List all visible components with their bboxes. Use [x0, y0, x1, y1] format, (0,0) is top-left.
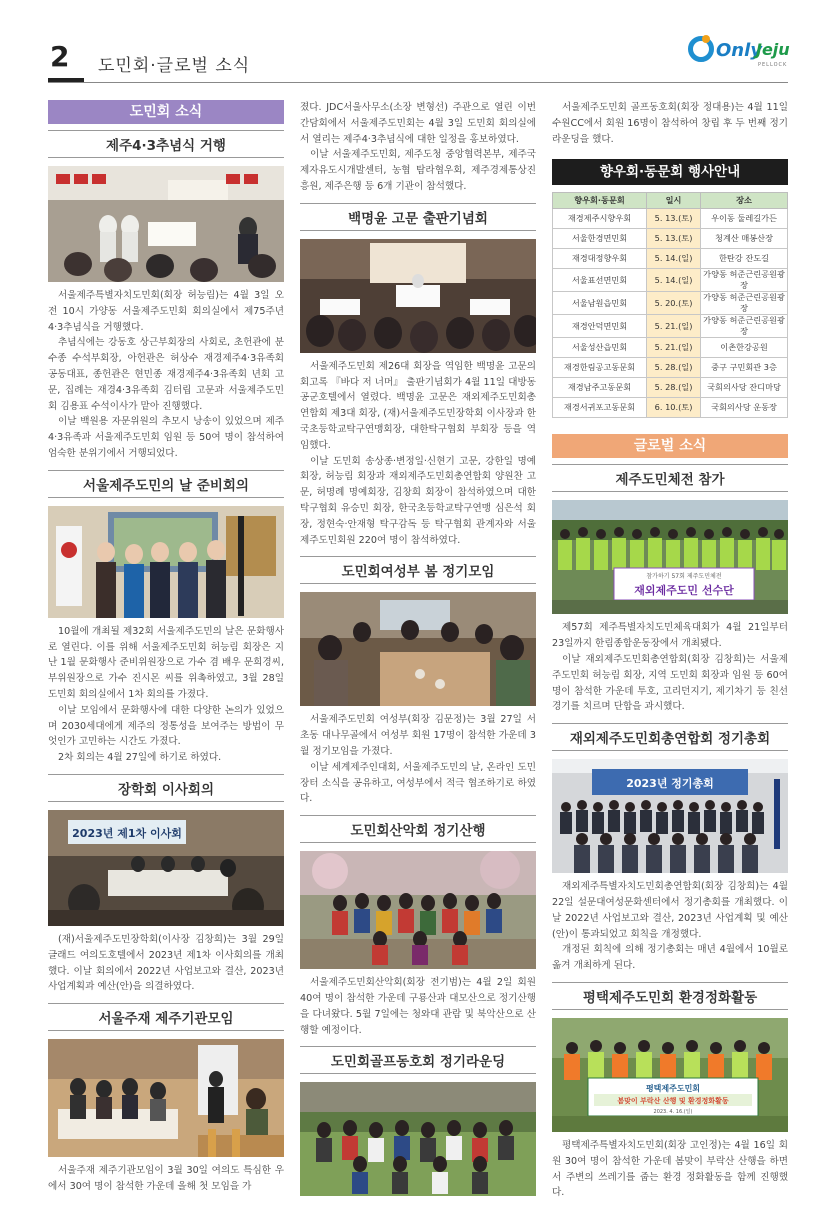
article-body-sports-festival [552, 620, 788, 715]
paragraph: 서울제주도민회 여성부(회장 김문정)는 3월 27일 서초동 대나무골에서 여성부 회원 17명이 참석한 가운데 3월 정기모임을 가졌다. [300, 714, 536, 757]
event-place: 가양동 허준근린공원광장 [701, 269, 788, 292]
event-date: 5. 14.(일) [647, 269, 701, 292]
events-header-org: 향우회·동문회 [553, 193, 647, 209]
event-date: 5. 20.(토) [647, 292, 701, 315]
event-date: 5. 21.(일) [647, 338, 701, 358]
event-place: 국회의사당 운동장 [701, 398, 788, 418]
photo-sports-festival [552, 500, 788, 614]
article-title-cleanup: 평택제주도민회 환경정화활동 [552, 982, 788, 1010]
photo-jeju-agencies [48, 1039, 284, 1157]
event-place: 우이동 둘레길가든 [701, 209, 788, 229]
paragraph: 서울주재 제주기관모임이 3월 30일 여의도 특심한 우에서 30여 명이 참석한 가운데 올해 첫 모임을 가 [48, 1165, 284, 1192]
events-table-header-row [553, 193, 788, 209]
events-header-place: 장소 [701, 193, 788, 209]
event-org: 재경서귀포고동문회 [553, 398, 647, 418]
paragraph: 이날 모임에서 문화행사에 대한 다양한 논의가 있었으며 2030세대에게 제주의 정통성을 보여주는 방법이 무엇인가 고민하는 시간도 가졌다. [48, 704, 284, 748]
column-3 [552, 100, 788, 1201]
scholarship-banner-text: 2023년 제1차 이사회 [72, 826, 182, 840]
event-org: 재경대정향우회 [553, 249, 647, 269]
paragraph: 개정된 회칙에 의해 정기총회는 매년 4월에서 10월로 옮겨 개최하게 된다. [552, 944, 788, 972]
article-title-43: 제주4·3추념식 거행 [48, 130, 284, 158]
paragraph: 제57회 제주특별자치도민체육대회가 4월 21일부터 23일까지 한림종합운동장에서 개최됐다. [552, 622, 788, 650]
event-org: 재경제주시향우회 [553, 209, 647, 229]
article-body-domin-day [48, 624, 284, 766]
event-place: 국회의사당 잔디마당 [701, 378, 788, 398]
paragraph: 서울제주도민회 제26대 회장을 역임한 백명윤 고문의 회고록 『바다 저 너머』 출판기념회가 4월 11일 대방동 공군호텔에서 열렸다. 백명윤 고문은 재외제주도민회총연합회 제3대 회장, (재)서울제주도민장학회 이사장과 한국초등학교탁구연맹회장, 대한탁구협회 부회장 등을 역임했다. [300, 360, 536, 451]
article-body-golf [552, 100, 788, 147]
logo-sub-text: PELLOCK [758, 62, 788, 68]
paragraph: 추념식에는 강동호 상근부회장의 사회로, 초헌관에 분수종 수석부회장, 아헌관은 허상수 재경제주4·3유족회 공동대표, 종헌관은 현민종 재경제주4·3유족회 년회 고문, 집례는 재경4·3유족회 김터립 고문과 서울제주도민회 김용표 수석이사가 맡아 진행했다. [48, 337, 284, 412]
table-row [553, 398, 788, 418]
photo-hiking [300, 851, 536, 969]
paragraph: 졌다. JDC서울사무소(소장 변형선) 주관으로 열린 이번 간담회에서 서울제주도민회는 4월 3일 도민회 회의실에서 열리는 제주4·3추념식에 대한 일정을 홍보하였다. [300, 102, 536, 145]
cleanup-banner-subtitle: 봄맞이 부락산 산행 및 환경정화활동 [617, 1096, 729, 1105]
paragraph: (재)서울제주도민장학회(이사장 김창희)는 3월 29일 글래드 여의도호텔에서 2023년 제1차 이사회의를 개최했다. 이날 회의에서 2022년 사업보고와 결산, 2023년 사업계획과 예산(안)을 의결하였다. [48, 933, 284, 993]
table-row [553, 249, 788, 269]
event-date: 5. 13.(토) [647, 209, 701, 229]
paragraph: 서울제주도민회 골프동호회(회장 정대용)는 4월 11일 수원CC에서 회원 16명이 참석하여 창립 후 두 번째 정기라운딩을 했다. [552, 102, 788, 145]
section-band-domin: 도민회 소식 [48, 100, 284, 124]
event-date: 5. 13.(토) [647, 229, 701, 249]
article-body-scholarship [48, 932, 284, 995]
table-row [553, 292, 788, 315]
event-place: 가양동 허준근린공원광장 [701, 292, 788, 315]
article-title-book-launch: 백명윤 고문 출판기념회 [300, 203, 536, 231]
paragraph: 2차 회의는 4월 27일에 하기로 하였다. [58, 752, 222, 764]
photo-golf [300, 1082, 536, 1196]
event-date: 5. 21.(일) [647, 315, 701, 338]
event-org: 재경한림공고동문회 [553, 358, 647, 378]
photo-43-memorial [48, 166, 284, 282]
article-body-cleanup [552, 1138, 788, 1201]
event-org: 서울성산읍민회 [553, 338, 647, 358]
article-body-book-launch [300, 359, 536, 549]
event-org: 서울남원읍민회 [553, 292, 647, 315]
only-jeju-logo [688, 34, 788, 76]
table-row [553, 209, 788, 229]
article-body-jeju-agencies [48, 1163, 284, 1195]
table-row [553, 229, 788, 249]
paragraph: 재외제주특별자치도민회총연합회(회장 김창희)는 4월 22일 설문대여성문화센터에서 정기총회를 개최했다. 이날 2022년 사업보고와 결산, 2023년 사업계획 및 예산(안)이 통과되었고 회칙을 개정했다. [552, 881, 788, 940]
event-date: 5. 14.(일) [647, 249, 701, 269]
sports-banner-small-text: 참가하기 57회 제주도민체전 [646, 573, 722, 581]
meeting-banner-text: 2023년 정기총회 [626, 777, 714, 791]
event-date: 5. 28.(일) [647, 378, 701, 398]
article-body-hiking [300, 975, 536, 1038]
event-place: 이촌한강공원 [701, 338, 788, 358]
paragraph: 이날 세계제주인대회, 서울제주도민의 날, 온라인 도민장터 소식을 공유하고, 여성부에서 적극 협조하기로 하였다. [300, 761, 536, 805]
paragraph: 이날 서울제주도민회, 제주도청 중앙협력본부, 제주국제자유도시개발센터, 농협 탐라협우회, 제주경제통상진흥원, 제주은행 등 6개 기관이 참석했다. [300, 149, 536, 192]
events-table [552, 192, 788, 418]
logo-circle-icon [688, 36, 714, 62]
event-place: 가양동 허준근린공원광장 [701, 315, 788, 338]
article-body-continued [300, 100, 536, 195]
events-band: 향우회·동문회 행사안내 [552, 159, 788, 185]
section-title: 도민회·글로벌 소식 [98, 56, 251, 76]
header-rule [48, 82, 788, 83]
page-number: 2 [50, 40, 70, 73]
photo-book-launch [300, 239, 536, 353]
table-row [553, 358, 788, 378]
photo-cleanup [552, 1018, 788, 1132]
column-2 [300, 100, 536, 1196]
event-place: 청계산 매봉산장 [701, 229, 788, 249]
photo-scholarship-board [48, 810, 284, 926]
article-title-domin-day: 서울제주도민의 날 준비회의 [48, 470, 284, 498]
event-place: 한탄강 잔도길 [701, 249, 788, 269]
paragraph: 이날 재외제주도민회총연합회(회장 김창희)는 서울제주도민회 허능림 회장, 지역 도민회 회장과 임원 등 60여 명이 참석한 가운데 투호, 고리던지기, 제기차기 등 친선경기를 치르며 단합을 과시했다. [552, 653, 788, 713]
table-row [553, 315, 788, 338]
paragraph: 10월에 개최될 제32회 서울제주도민의 날은 문화행사로 열린다. 이를 위해 서울제주도민회 허능림 회장은 지난 1월 문화행사 준비위원장으로 가수 겸 배우 문희경씨, 부위원장으로 가수 진시몬 씨를 위촉하였고, 3월 28일 도민회 회의실에서 1차 회의를 가졌다. [48, 625, 284, 700]
cleanup-banner-title: 평택제주도민회 [645, 1083, 701, 1093]
photo-domin-day-meeting [48, 506, 284, 618]
article-title-hiking: 도민회산악회 정기산행 [300, 815, 536, 843]
column-1 [48, 100, 284, 1195]
sports-banner-text: 재외제주도민 선수단 [634, 584, 734, 598]
article-title-golf: 도민회골프동호회 정기라운딩 [300, 1046, 536, 1074]
section-band-global: 글로벌 소식 [552, 434, 788, 458]
article-title-sports-festival: 제주도민체전 참가 [552, 464, 788, 492]
photo-general-meeting [552, 759, 788, 873]
event-org: 재경남주고동문회 [553, 378, 647, 398]
event-date: 5. 28.(일) [647, 358, 701, 378]
article-body-general-meeting [552, 879, 788, 974]
article-title-womens-meeting: 도민회여성부 봄 정기모임 [300, 556, 536, 584]
page-header [0, 0, 835, 90]
event-place: 중구 구민회관 3층 [701, 358, 788, 378]
event-org: 서울표선면민회 [553, 269, 647, 292]
photo-womens-meeting [300, 592, 536, 706]
event-org: 서울한경면민회 [553, 229, 647, 249]
article-body-43 [48, 288, 284, 462]
table-row [553, 338, 788, 358]
article-title-jeju-agencies: 서울주재 제주기관모임 [48, 1003, 284, 1031]
paragraph: 이날 도민회 송상종·변정일·신현기 고문, 강한일 명예회장, 허능림 회장과 재외제주도민회총연합회 양원찬 고문, 허명례 명예회장, 김창희 회장이 참석하였으며 대한탁구협회 유승민 회장, 한국초등학교탁구연맹 심은석 회장, 정현숙·안재형 탁구감독 등 탁구협회 관계자와 서울제주도민회원 220여 명이 참석하였다. [300, 455, 536, 546]
table-row [553, 378, 788, 398]
logo-only-text: Only [716, 40, 763, 61]
article-body-womens-meeting [300, 712, 536, 807]
logo-jeju-text: Jeju [756, 40, 790, 59]
table-row [553, 269, 788, 292]
article-title-scholarship: 장학회 이사회의 [48, 774, 284, 802]
paragraph: 평택제주특별자치도민회(회장 고인정)는 4월 16일 회원 30여 명이 참석한 가운데 봄맞이 부락산 산행을 하면서 주변의 쓰레기를 줍는 환경 정화활동을 함께 진행했다. [552, 1139, 788, 1199]
paragraph: 서울제주도민회산악회(회장 전기범)는 4월 2일 회원 40여 명이 참석한 가운데 구룡산과 대모산으로 정기산행을 다녀왔다. 5월 7일에는 청와대 관람 및 북악산으로 산행할 예정이다. [300, 977, 536, 1036]
paragraph: 서울제주특별자치도민회(회장 허능림)는 4월 3일 오전 10시 가양동 서울제주도민회 회의실에서 제75주년 4·3추념식을 거행했다. [48, 290, 284, 333]
event-org: 재경안덕면민회 [553, 315, 647, 338]
events-header-date: 일시 [647, 193, 701, 209]
article-title-general-meeting: 재외제주도민회총연합회 정기총회 [552, 723, 788, 751]
event-date: 6. 10.(토) [647, 398, 701, 418]
cleanup-banner-date: 2023. 4. 16.(일) [653, 1108, 693, 1115]
paragraph: 이날 백원용 자문위원의 추모시 낭송이 있었으며 제주4·3유족과 서울제주도민회 임원 등 50여 명이 참석하여 엄숙한 분위기에서 거행되었다. [48, 416, 284, 459]
